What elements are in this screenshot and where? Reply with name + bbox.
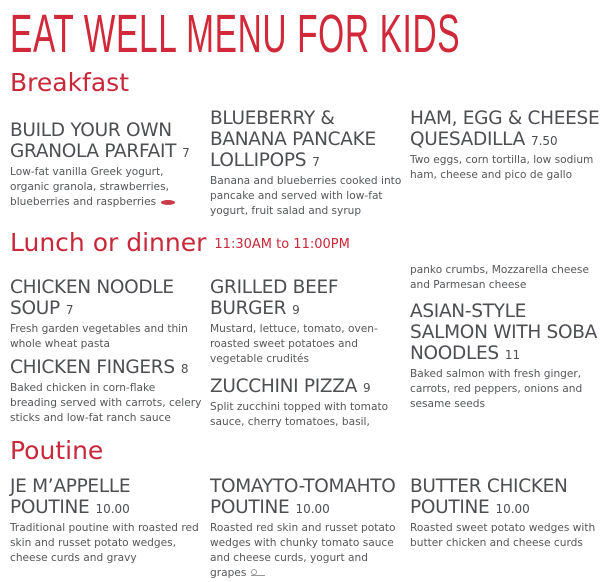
item-price: 10.00 [295,502,330,516]
menu-item-granola-parfait [10,120,205,210]
item-description: Split zucchini topped with tomato sauce, cherry tomatoes, basil, [210,401,389,428]
item-name: ZUCCHINI PIZZA 9 [210,376,371,397]
lunch-hours: 11:30AM to 11:00PM [214,236,350,252]
item-price: 7 [312,155,320,169]
item-description: Low-fat vanilla Greek yogurt, organic granola, strawberries, blueberries and raspberries [10,165,205,210]
item-name: BLUEBERRY & BANANA PANCAKE LOLLIPOPS 7 [210,108,376,171]
item-price: 9 [292,303,300,317]
item-description-continued: panko crumbs, Mozzarella cheese and Parmesan cheese [410,264,589,291]
item-price: 11 [504,348,521,362]
item-price: 10.00 [95,502,130,516]
menu-item-zucchini-pizza [210,376,405,430]
item-description: Fresh garden vegetables and thin whole wheat pasta [10,323,188,350]
item-name: TOMAYTO-TOMAHTO POUTINE 10.00 [210,476,396,518]
item-description: Baked chicken in corn-flake breading served with carrots, celery sticks and low-fat ranch sauce [10,382,202,424]
item-price: 7 [65,303,74,317]
item-price: 10.00 [495,502,530,516]
menu-title: EAT WELL MENU FOR KIDS [10,4,461,64]
menu-item-chicken-noodle-soup [10,277,205,352]
menu-item-butter-chicken-poutine [410,476,600,551]
item-description: Baked salmon with fresh ginger, carrots, red peppers, onions and sesame seeds [410,368,583,410]
menu-item-zucchini-pizza-continued [410,262,600,293]
item-description: Traditional poutine with roasted red skin and russet potato wedges, cheese curds and gravy [10,522,199,564]
item-description: Two eggs, corn tortilla, low sodium ham, cheese and pico de gallo [410,154,594,181]
item-name: ASIAN-STYLE SALMON WITH SOBA NOODLES 11 [410,301,597,364]
item-description: Roasted red skin and russet potato wedges with chunky tomato sauce and cheese curds, yogurt and grapes [210,522,396,579]
section-heading-poutine: Poutine [10,436,104,465]
item-description: Mustard, lettuce, tomato, oven-roasted sweet potatoes and vegetable crudités [210,323,378,365]
menu-item-pancake-lollipops [210,108,405,219]
item-name: CHICKEN FINGERS 8 [10,357,189,378]
menu-item-tomayto-poutine [210,476,405,581]
section-heading-lunch: Lunch or dinner 11:30AM to 11:00PM [10,228,350,257]
section-heading-breakfast: Breakfast [10,68,130,97]
item-name: GRILLED BEEF BURGER 9 [210,277,339,319]
item-price: 7.50 [530,134,558,148]
menu-item-salmon-soba [410,301,600,412]
item-name: CHICKEN NOODLE SOUP 7 [10,277,174,319]
item-price: 9 [363,381,371,395]
menu-item-beef-burger [210,277,405,367]
grey-leaf-icon [251,571,265,576]
red-leaf-icon [161,200,175,205]
menu-item-quesadilla [410,108,600,183]
item-name: JE M’APPELLE POUTINE 10.00 [10,476,131,518]
item-name: BUILD YOUR OWN GRANOLA PARFAIT 7 [10,120,190,162]
item-price: 8 [180,362,189,376]
item-price: 7 [182,146,190,160]
menu-item-chicken-fingers [10,357,205,426]
item-description: Roasted sweet potato wedges with butter chicken and cheese curds [410,522,596,549]
menu-item-je-mappelle-poutine [10,476,205,566]
item-name: HAM, EGG & CHEESE QUESADILLA 7.50 [410,108,600,150]
item-description: Banana and blueberries cooked into pancake and served with low-fat yogurt, fruit salad and syrup [210,175,402,217]
item-name: BUTTER CHICKEN POUTINE 10.00 [410,476,568,518]
